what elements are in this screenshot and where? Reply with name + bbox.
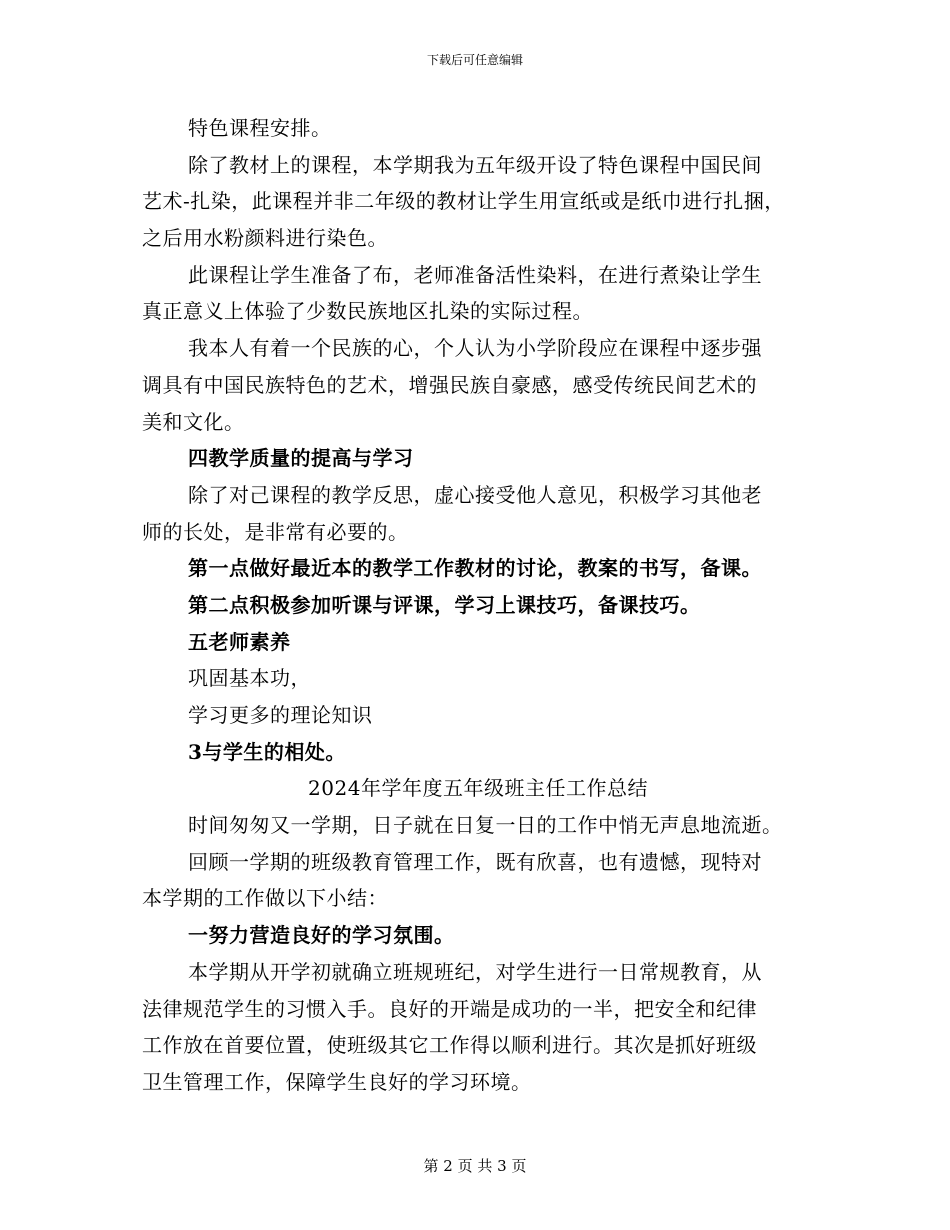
text-line: 巩固基本功， xyxy=(188,666,311,691)
heading-line: 五老师素养 xyxy=(188,629,291,654)
text-line: 回顾一学期的班级教育管理工作，既有欣喜，也有遗憾，现特对 xyxy=(188,849,762,874)
text-line: 工作放在首要位置，使班级其它工作得以顺利进行。其次是抓好班级 xyxy=(142,1033,757,1058)
heading-line: 四教学质量的提高与学习 xyxy=(188,446,414,471)
heading-line: 3与学生的相处。 xyxy=(188,739,346,764)
heading-line: 第二点积极参加听课与评课，学习上课技巧，备课技巧。 xyxy=(188,592,701,617)
text-line: 本学期的工作做以下小结： xyxy=(142,886,388,911)
text-line: 调具有中国民族特色的艺术，增强民族自豪感，感受传统民间艺术的 xyxy=(142,372,757,397)
text-line: 学习更多的理论知识 xyxy=(188,703,373,727)
section-title: 2024年学年度五年级班主任工作总结 xyxy=(308,776,648,801)
text-line: 卫生管理工作，保障学生良好的学习环境。 xyxy=(142,1069,532,1094)
text-line: 之后用水粉颜料进行染色。 xyxy=(142,226,388,251)
document-body xyxy=(142,110,814,1101)
text-line: 我本人有着一个民族的心，个人认为小学阶段应在课程中逐步强 xyxy=(188,336,762,361)
heading-line: 第一点做好最近本的教学工作教材的讨论，教案的书写，备课。 xyxy=(188,556,762,581)
text-line: 美和文化。 xyxy=(142,409,245,434)
text-line: 除了对己课程的教学反思，虚心接受他人意见，积极学习其他老 xyxy=(188,482,762,507)
text-line: 除了教材上的课程，本学期我为五年级开设了特色课程中国民间 xyxy=(188,152,762,177)
page-header: 下载后可任意编辑 xyxy=(426,53,523,67)
page-footer: 第 2 页 共 3 页 xyxy=(423,1157,527,1175)
text-line: 真正意义上体验了少数民族地区扎染的实际过程。 xyxy=(142,299,593,324)
text-line: 特色课程安排。 xyxy=(188,116,332,140)
text-line: 时间匆匆又一学期，日子就在日复一日的工作中悄无声息地流逝。 xyxy=(188,813,783,838)
text-line: 师的长处，是非常有必要的。 xyxy=(142,519,409,544)
text-line: 法律规范学生的习惯入手。良好的开端是成功的一半，把安全和纪律 xyxy=(142,996,757,1021)
heading-line: 一努力营造良好的学习氛围。 xyxy=(188,923,455,948)
text-line: 艺术-扎染，此课程并非二年级的教材让学生用宣纸或是纸巾进行扎捆， xyxy=(142,189,785,214)
text-line: 此课程让学生准备了布，老师准备活性染料，在进行煮染让学生 xyxy=(188,262,762,287)
text-line: 本学期从开学初就确立班规班纪，对学生进行一日常规教育，从 xyxy=(188,959,762,984)
